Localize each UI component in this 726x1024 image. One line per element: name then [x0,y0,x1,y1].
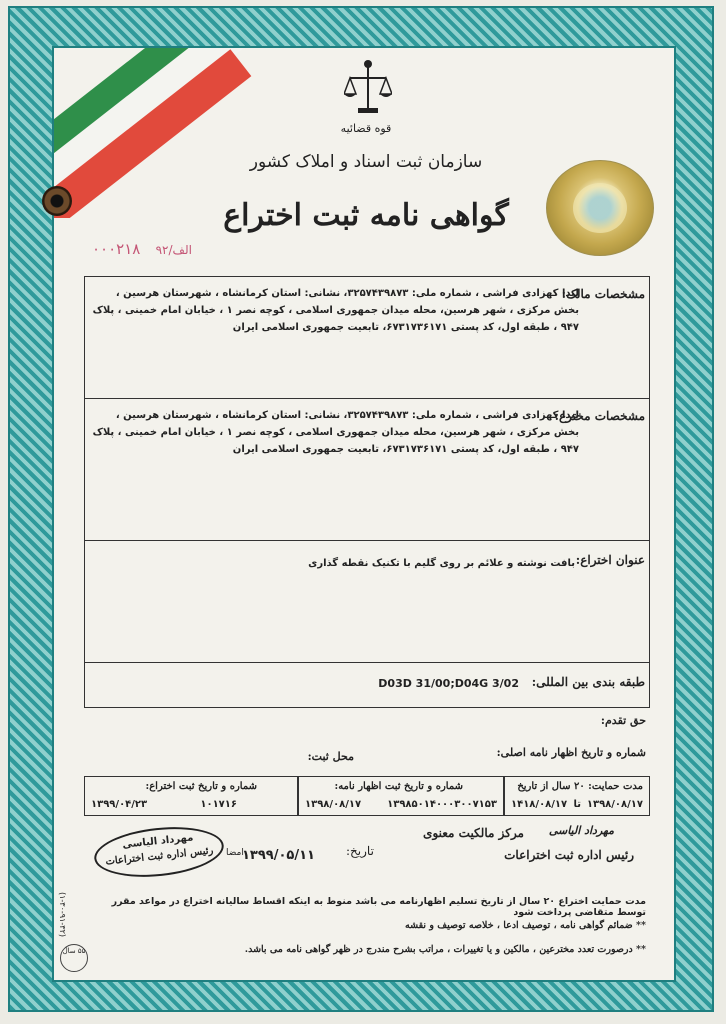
serial-number [92,240,192,258]
certificate-title: گواهی نامه ثبت اختراع [223,198,509,233]
scales-of-justice-icon [344,58,392,118]
hologram-seal-icon [546,160,654,256]
registration-date: ۱۳۹۹/۰۴/۲۳ [91,799,148,810]
protection-from: ۱۳۹۸/۰۸/۱۷ [586,799,643,810]
dates-table [84,776,650,816]
registration-number: ۱۰۱۷۱۶ [200,799,237,810]
signature-date-label: تاریخ: [346,844,374,858]
stamp-name: مهرداد الیاسی [121,832,194,851]
classification-code: D03D 31/00;D04G 3/02 [378,677,519,690]
footer-note-attachments: ** ضمائم گواهی نامه ، توصیف ادعا ، خلاصه توصیف و نقشه [405,920,646,931]
footer-note-protection: مدت حمایت اختراع ۲۰ سال از تاریخ تسلیم اظهارنامه می باشد منوط به اینکه اقساط سالیانه اختراع در مواعد مقرر توسط متقاضی پرداخت شود [111,896,646,918]
signature-date: ۱۳۹۹/۰۵/۱۱ [242,848,315,863]
signer-name: مهرداد الیاسی [548,824,614,837]
footer-note-multiple: ** درصورت تعدد مخترعین ، مالکین و یا تغییرات ، مراتب بشرح مندرج در ظهر گواهی نامه می باشد. [244,944,646,955]
inventor-label: مشخصات مخترع: [554,409,645,423]
declaration-box [298,776,504,816]
invention-title-section [84,540,650,662]
owner-section [84,276,650,398]
organization-name: سازمان ثبت اسناد و املاک کشور [249,152,483,172]
judiciary-label: قوه قضائیه [340,122,392,135]
classification-section [84,662,650,708]
decorative-border [8,6,714,1012]
declaration-number: ۱۳۹۸۵۰۱۴۰۰۰۳۰۰۷۱۵۳ [387,799,497,810]
stamp-title: رئیس اداره ثبت اختراعات [105,845,214,868]
protection-box [504,776,650,816]
form-code: (۱-۳۰-۹۱-۳۲) [58,892,67,937]
declaration-date: ۱۳۹۸/۰۸/۱۷ [305,799,362,810]
invention-title-text: بافت نوشته و علائم بر روی گلیم با تکنیک نقطه گذاری [308,558,575,569]
registration-box [84,776,298,816]
owner-label: مشخصات مالک: [561,287,645,301]
certificate-body [52,46,676,982]
registration-place-label: محل ثبت: [307,750,354,763]
priority-label: حق تقدم: [600,714,646,727]
inventor-section [84,398,650,540]
registration-label: شماره و تاریخ ثبت اختراع: [145,781,257,792]
official-stamp [92,821,226,882]
original-declaration-label: شماره و تاریخ اظهار نامه اصلی: [496,746,646,759]
declaration-label: شماره و تاریخ ثبت اظهار نامه: [334,781,463,792]
protection-to: ۱۴۱۸/۰۸/۱۷ [511,799,568,810]
invention-title-label: عنوان اختراع: [575,553,645,567]
owner-details: لیدا کهزادی فراشی ، شماره ملی: ۳۲۵۷۴۳۹۸۷۳، نشانی: استان کرمانشاه ، شهرستان هرسین ، بخش مرکزی ، شهر هرسین، محله میدان جمهوری اسلامی ، کوچه نصر ۱ ، خیابان امام خمینی ، پلاک ۹۴۷ ، طبقه اول، کد پستی ۶۷۳۱۷۳۶۱۷۱، تابعیت جمهوری اسلامی ایران [92,288,579,333]
serial-digits: ۰۰۰۲۱۸ [92,240,141,258]
corner-stamp: ۵۵ سال [60,944,88,972]
serial-series: الف/۹۲ [155,243,192,257]
protection-label: مدت حمایت: ۲۰ سال از تاریخ [517,781,643,792]
signature-mark: امضا [226,848,244,858]
signer-org: مرکز مالکیت معنوی [423,826,524,840]
protection-to-label: تا [573,799,581,810]
inventor-details: لیدا کهزادی فراشی ، شماره ملی: ۳۲۵۷۴۳۹۸۷۳، نشانی: استان کرمانشاه ، شهرستان هرسین ، بخش مرکزی ، شهر هرسین، محله میدان جمهوری اسلامی ، کوچه نصر ۱ ، خیابان امام خمینی ، پلاک ۹۴۷ ، طبقه اول، کد پستی ۶۷۳۱۷۳۶۱۷۱، تابعیت جمهوری اسلامی ایران [92,410,579,455]
classification-label: طبقه بندی بین المللی: [531,675,645,689]
signer-title: رئیس اداره ثبت اختراعات [504,848,634,862]
